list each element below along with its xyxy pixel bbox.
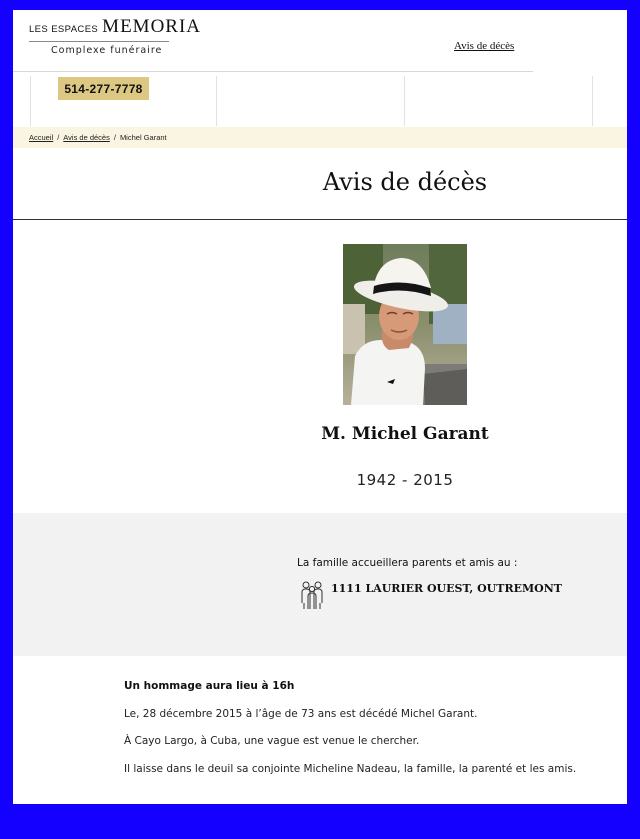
- gathering-location: [299, 579, 562, 611]
- logo-wordmark: [29, 16, 202, 38]
- obituary-paragraph: À Cayo Largo, à Cuba, une vague est venue le chercher.: [124, 735, 420, 748]
- tribute-time: Un hommage aura lieu à 16h: [124, 680, 295, 692]
- site-logo[interactable]: [29, 16, 202, 56]
- obituary-paragraph: Le, 28 décembre 2015 à l’âge de 73 ans est décédé Michel Garant.: [124, 707, 478, 720]
- breadcrumb: [13, 127, 627, 148]
- deceased-name: M. Michel Garant: [321, 424, 489, 444]
- page-title: Avis de décès: [322, 168, 488, 196]
- breadcrumb-section[interactable]: Avis de décès: [63, 133, 110, 142]
- portrait-photo: [343, 244, 467, 405]
- phone-button[interactable]: 514-277-7778: [58, 77, 149, 100]
- nav-link-avis[interactable]: Avis de décès: [454, 40, 515, 52]
- deceased-years: 1942 - 2015: [356, 471, 454, 489]
- logo-big-text: MEMORIA: [102, 16, 202, 37]
- breadcrumb-separator: /: [57, 133, 60, 142]
- people-group-icon: [299, 579, 325, 611]
- obituary-paragraph: Il laisse dans le deuil sa conjointe Micheline Nadeau, la famille, la parenté et les amis.: [124, 762, 577, 775]
- breadcrumb-current: Michel Garant: [119, 133, 167, 142]
- gathering-intro: La famille accueillera parents et amis au :: [297, 557, 518, 569]
- header-divider: [13, 71, 533, 72]
- breadcrumb-separator: /: [113, 133, 116, 142]
- column-divider: [216, 76, 217, 126]
- column-divider: [404, 76, 405, 126]
- obituary-text: [124, 680, 614, 791]
- logo-small-text: LES ESPACES: [29, 24, 99, 35]
- logo-tagline: Complexe funéraire: [29, 41, 169, 56]
- page: [13, 10, 627, 804]
- column-divider: [30, 76, 31, 126]
- title-divider: [13, 219, 627, 220]
- gathering-address: 1111 LAURIER OUEST, OUTREMONT: [331, 582, 562, 595]
- column-divider: [592, 76, 593, 126]
- breadcrumb-home[interactable]: Accueil: [29, 133, 54, 142]
